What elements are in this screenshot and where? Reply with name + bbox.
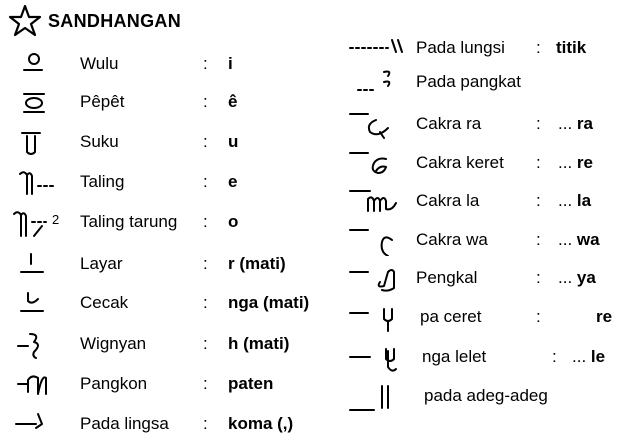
list-item [340, 343, 640, 369]
separator: : [536, 114, 541, 133]
header [8, 4, 181, 38]
list-item [0, 128, 320, 154]
list-item [0, 250, 320, 276]
sandhangan-name: Cakra la [416, 191, 480, 210]
cakra-keret-glyph [348, 149, 418, 179]
list-item [340, 303, 640, 329]
suku-glyph [18, 128, 88, 158]
list-item [340, 382, 640, 408]
separator: : [203, 54, 208, 73]
cakra-la-glyph [348, 187, 418, 217]
list-item [0, 168, 320, 194]
pada-pangkat-glyph [354, 68, 424, 98]
sandhangan-value: ... wa [558, 230, 600, 249]
separator: : [552, 347, 557, 366]
sandhangan-name: Taling tarung [80, 212, 178, 231]
pengkal-glyph [348, 264, 418, 294]
page-title: SANDHANGAN [48, 10, 181, 31]
separator: : [203, 132, 208, 151]
separator: : [536, 191, 541, 210]
list-item [0, 50, 320, 76]
separator: : [203, 172, 208, 191]
list-item [340, 34, 640, 60]
separator: : [203, 334, 208, 353]
cakra-wa-glyph [348, 226, 418, 256]
svg-text:2: 2 [52, 212, 60, 227]
sandhangan-value: ... ya [558, 268, 596, 287]
sandhangan-name: Suku [80, 132, 119, 151]
sandhangan-value: i [228, 54, 233, 73]
sandhangan-name: Layar [80, 254, 123, 273]
wignyan-glyph [16, 330, 86, 360]
sandhangan-value: re [596, 307, 613, 326]
list-item [0, 289, 320, 315]
sandhangan-name: Cakra wa [416, 230, 488, 249]
star-icon [8, 4, 42, 38]
taling-glyph [16, 168, 86, 198]
sandhangan-value: ... le [572, 347, 606, 366]
separator: : [536, 38, 541, 57]
sandhangan-name: Cakra keret [416, 153, 504, 172]
separator: : [203, 212, 208, 231]
pada-adeg-adeg-glyph [348, 382, 418, 412]
list-item [0, 88, 320, 114]
sandhangan-name: Pêpêt [80, 92, 125, 111]
pa-ceret-glyph [348, 303, 418, 333]
separator: : [536, 230, 541, 249]
pepet-glyph [18, 88, 88, 118]
layar-glyph [18, 250, 88, 280]
separator: : [536, 307, 541, 326]
pangkon-glyph [16, 370, 86, 400]
sandhangan-value: paten [228, 374, 274, 393]
sandhangan-name: Pada lingsa [80, 414, 169, 433]
separator: : [203, 254, 208, 273]
list-item [0, 208, 320, 234]
separator: : [203, 374, 208, 393]
sandhangan-name: Cecak [80, 293, 129, 312]
list-item [340, 264, 640, 290]
list-item [340, 226, 640, 252]
separator: : [536, 268, 541, 287]
sandhangan-name: Pangkon [80, 374, 148, 393]
pada-lingsa-glyph [14, 410, 84, 440]
list-item [0, 370, 320, 396]
sandhangan-value: e [228, 172, 238, 191]
sandhangan-value: ... ra [558, 114, 593, 133]
list-item [340, 68, 640, 94]
sandhangan-name: pada adeg-adeg [424, 386, 548, 405]
sandhangan-value: o [228, 212, 239, 231]
sandhangan-name: pa ceret [420, 307, 482, 326]
sandhangan-value: h (mati) [228, 334, 290, 353]
list-item [340, 187, 640, 213]
cecak-glyph [18, 289, 88, 319]
sandhangan-value: ... la [558, 191, 592, 210]
sandhangan-value: ê [228, 92, 238, 111]
sandhangan-value: koma (,) [228, 414, 294, 433]
pada-lungsi-glyph [346, 34, 416, 64]
list-item [340, 110, 640, 136]
nga-lelet-glyph [348, 343, 418, 373]
taling-tarung-glyph [10, 208, 80, 238]
sandhangan-name: Wulu [80, 54, 119, 73]
wulu-glyph [18, 50, 88, 80]
separator: : [203, 92, 208, 111]
sandhangan-value: u [228, 132, 239, 151]
separator: : [203, 293, 208, 312]
separator: : [536, 153, 541, 172]
sandhangan-name: nga lelet [422, 347, 487, 366]
sandhangan-name: Cakra ra [416, 114, 482, 133]
sandhangan-value: r (mati) [228, 254, 286, 273]
sandhangan-name: Wignyan [80, 334, 147, 353]
list-item [0, 410, 320, 436]
cakra-ra-glyph [348, 110, 418, 140]
sandhangan-name: Pada pangkat [416, 72, 521, 91]
sandhangan-name: Pada lungsi [416, 38, 505, 57]
sandhangan-name: Pengkal [416, 268, 478, 287]
separator: : [203, 414, 208, 433]
sandhangan-value: ... re [558, 153, 593, 172]
sandhangan-value: titik [556, 38, 587, 57]
sandhangan-name: Taling [80, 172, 125, 191]
list-item [0, 330, 320, 356]
list-item [340, 149, 640, 175]
sandhangan-value: nga (mati) [228, 293, 310, 312]
